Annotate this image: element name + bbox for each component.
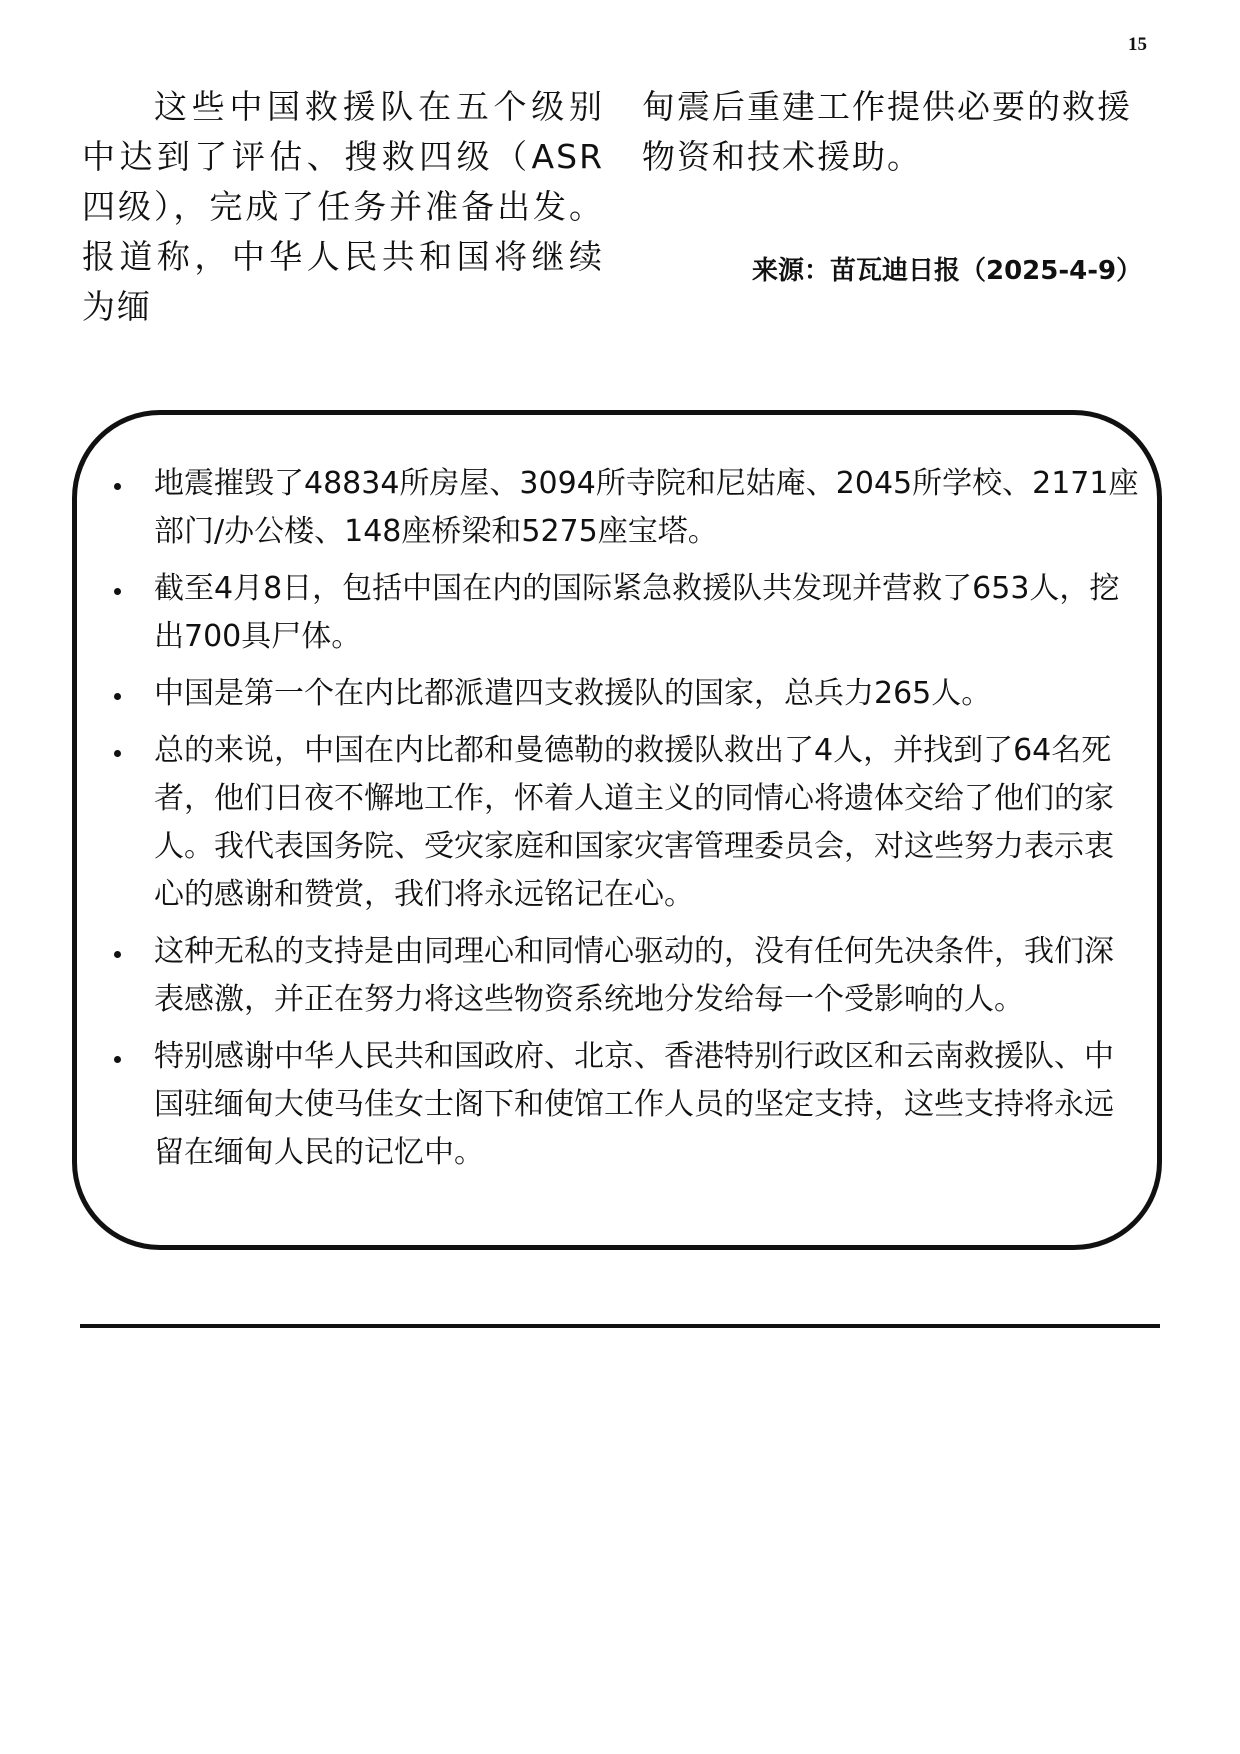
list-item-text: 截至4月8日，包括中国在内的国际紧急救援队共发现并营救了653人，挖出700具尸体。 <box>154 571 1120 654</box>
article-right-column: 甸震后重建工作提供必要的救援物资和技术援助。 <box>642 87 1132 176</box>
bullet-icon <box>114 1056 121 1063</box>
horizontal-divider <box>80 1324 1160 1328</box>
list-item <box>110 1033 1140 1177</box>
list-item-text: 特别感谢中华人民共和国政府、北京、香港特别行政区和云南救援队、中国驻缅甸大使马佳女士阁下和使馆工作人员的坚定支持，这些支持将永远留在缅甸人民的记忆中。 <box>154 1039 1114 1170</box>
bullet-icon <box>114 951 121 958</box>
list-item <box>110 928 1140 1024</box>
list-item <box>110 727 1140 919</box>
list-item-text: 中国是第一个在内比都派遣四支救援队的国家，总兵力265人。 <box>154 676 992 711</box>
bullet-icon <box>114 588 121 595</box>
bullet-icon <box>114 483 121 490</box>
list-item-text: 地震摧毁了48834所房屋、3094所寺院和尼姑庵、2045所学校、2171座部门/办公楼、148座桥梁和5275座宝塔。 <box>154 466 1139 549</box>
article-source: 来源：苗瓦迪日报（2025-4-9） <box>752 256 1143 286</box>
article-left-column: 这些中国救援队在五个级别中达到了评估、搜救四级（ASR四级），完成了任务并准备出发。报道称，中华人民共和国将继续为缅 <box>82 87 604 326</box>
list-item <box>110 460 1140 556</box>
bullet-icon <box>114 750 121 757</box>
list-item <box>110 670 1140 718</box>
bullet-icon <box>114 693 121 700</box>
page-number: 15 <box>1128 34 1147 55</box>
list-item-text: 这种无私的支持是由同理心和同情心驱动的，没有任何先决条件，我们深表感激，并正在努力将这些物资系统地分发给每一个受影响的人。 <box>154 934 1114 1017</box>
list-item-text: 总的来说，中国在内比都和曼德勒的救援队救出了4人，并找到了64名死者，他们日夜不懈地工作，怀着人道主义的同情心将遗体交给了他们的家人。我代表国务院、受灾家庭和国家灾害管理委员会，对这些努力表示衷心的感谢和赞赏，我们将永远铭记在心。 <box>154 733 1114 912</box>
highlight-list <box>110 460 1140 1186</box>
list-item <box>110 565 1140 661</box>
